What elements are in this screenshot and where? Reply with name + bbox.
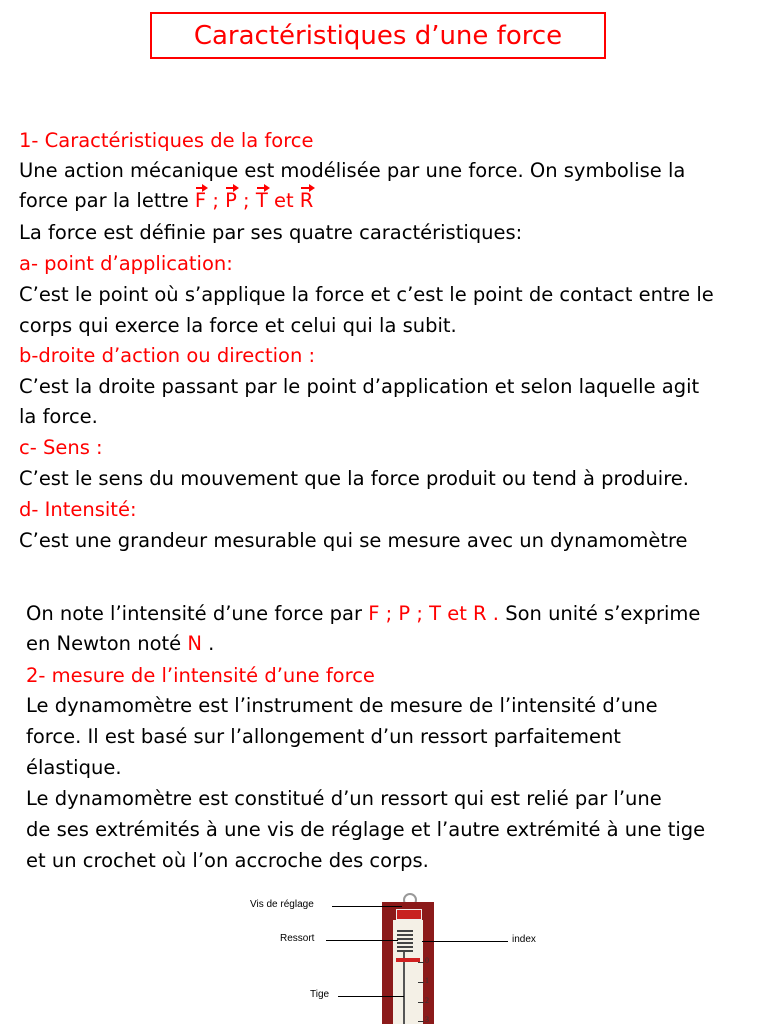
text-segment: en Newton noté (26, 632, 188, 655)
text-segment: c- Sens : (19, 436, 103, 459)
text-line (26, 849, 429, 873)
scale-tick (418, 962, 424, 963)
text-segment: C’est le point où s’applique la force et c’est le point de contact entre le (19, 283, 714, 306)
scale-tick (418, 1002, 424, 1003)
dynamometer-cap (396, 909, 422, 920)
text-segment: et (267, 189, 300, 212)
text-segment: Une action mécanique est modélisée par une force. On symbolise la (19, 159, 686, 182)
leader-index (422, 941, 508, 942)
text-line (26, 756, 122, 780)
text-segment: 2- mesure de l’intensité d’une force (26, 664, 375, 687)
vector-symbol: R (299, 189, 314, 212)
text-segment: élastique. (26, 756, 122, 779)
text-segment: force. Il est basé sur l’allongement d’un ressort parfaitement (26, 725, 621, 748)
dynamometer-figure (240, 890, 540, 1024)
text-line (26, 818, 705, 842)
text-line (26, 602, 700, 626)
scale-label: 1 (425, 976, 429, 985)
label-ressort: Ressort (280, 933, 315, 944)
text-segment: de ses extrémités à une vis de réglage et l’autre extrémité à une tige (26, 818, 706, 841)
index-marker (396, 958, 420, 962)
text-segment: corps qui exerce la force et celui qui la subit. (19, 314, 457, 337)
leader-vis (332, 906, 402, 907)
title-box (150, 12, 606, 59)
text-line (19, 252, 233, 276)
rod (403, 952, 405, 1024)
text-segment: Son unité s’exprime (499, 602, 701, 625)
text-line (19, 314, 457, 338)
text-segment: ; (236, 189, 256, 212)
text-segment: Le dynamomètre est constitué d’un ressort qui est relié par l’une (26, 787, 662, 810)
text-segment: b-droite d’action ou direction : (19, 344, 316, 367)
text-segment: C’est la droite passant par le point d’application et selon laquelle agit (19, 375, 700, 398)
label-tige: Tige (310, 989, 330, 1000)
scale-label: 2 (425, 996, 429, 1005)
text-line (19, 467, 689, 491)
text-line (19, 498, 137, 522)
text-segment: N (187, 632, 202, 655)
text-line (19, 405, 98, 429)
vector-symbol: F (194, 189, 207, 212)
spring (397, 930, 413, 952)
text-segment: . (201, 632, 215, 655)
leader-tige (338, 996, 404, 997)
page-title: Caractéristiques d’une force (193, 20, 563, 51)
leader-ressort (326, 940, 398, 941)
text-segment: F ; P ; T et R . (368, 602, 499, 625)
text-segment: la force. (19, 405, 98, 428)
text-segment: a- point d’application: (19, 252, 233, 275)
text-line (26, 632, 214, 656)
text-line (19, 129, 314, 153)
text-segment: force par la lettre (19, 189, 195, 212)
text-line (19, 529, 688, 553)
text-segment: et un crochet où l’on accroche des corps. (26, 849, 429, 872)
text-line (19, 189, 313, 213)
text-segment: ; (206, 189, 226, 212)
text-segment: La force est définie par ses quatre caractéristiques: (19, 221, 523, 244)
vector-symbol: P (225, 189, 237, 212)
text-line (26, 694, 658, 718)
label-vis-de-reglage: Vis de réglage (250, 899, 314, 910)
scale-label: 3 (425, 1015, 429, 1024)
text-line (19, 283, 714, 307)
text-line (19, 221, 522, 245)
text-segment: 1- Caractéristiques de la force (19, 129, 314, 152)
text-line (19, 436, 103, 460)
text-line (26, 664, 375, 688)
scale-label: 0 (425, 956, 429, 965)
text-segment: C’est le sens du mouvement que la force produit ou tend à produire. (19, 467, 689, 490)
text-segment: Le dynamomètre est l’instrument de mesure de l’intensité d’une (26, 694, 658, 717)
text-segment: On note l’intensité d’une force par (26, 602, 369, 625)
text-line (19, 375, 699, 399)
label-index: index (512, 934, 536, 945)
text-line (26, 725, 621, 749)
scale-tick (418, 1021, 424, 1022)
text-line (26, 787, 662, 811)
text-line (19, 159, 685, 183)
text-segment: C’est une grandeur mesurable qui se mesure avec un dynamomètre (19, 529, 688, 552)
text-line (19, 344, 315, 368)
text-segment: d- Intensité: (19, 498, 137, 521)
scale-tick (418, 982, 424, 983)
vector-symbol: T (255, 189, 268, 212)
